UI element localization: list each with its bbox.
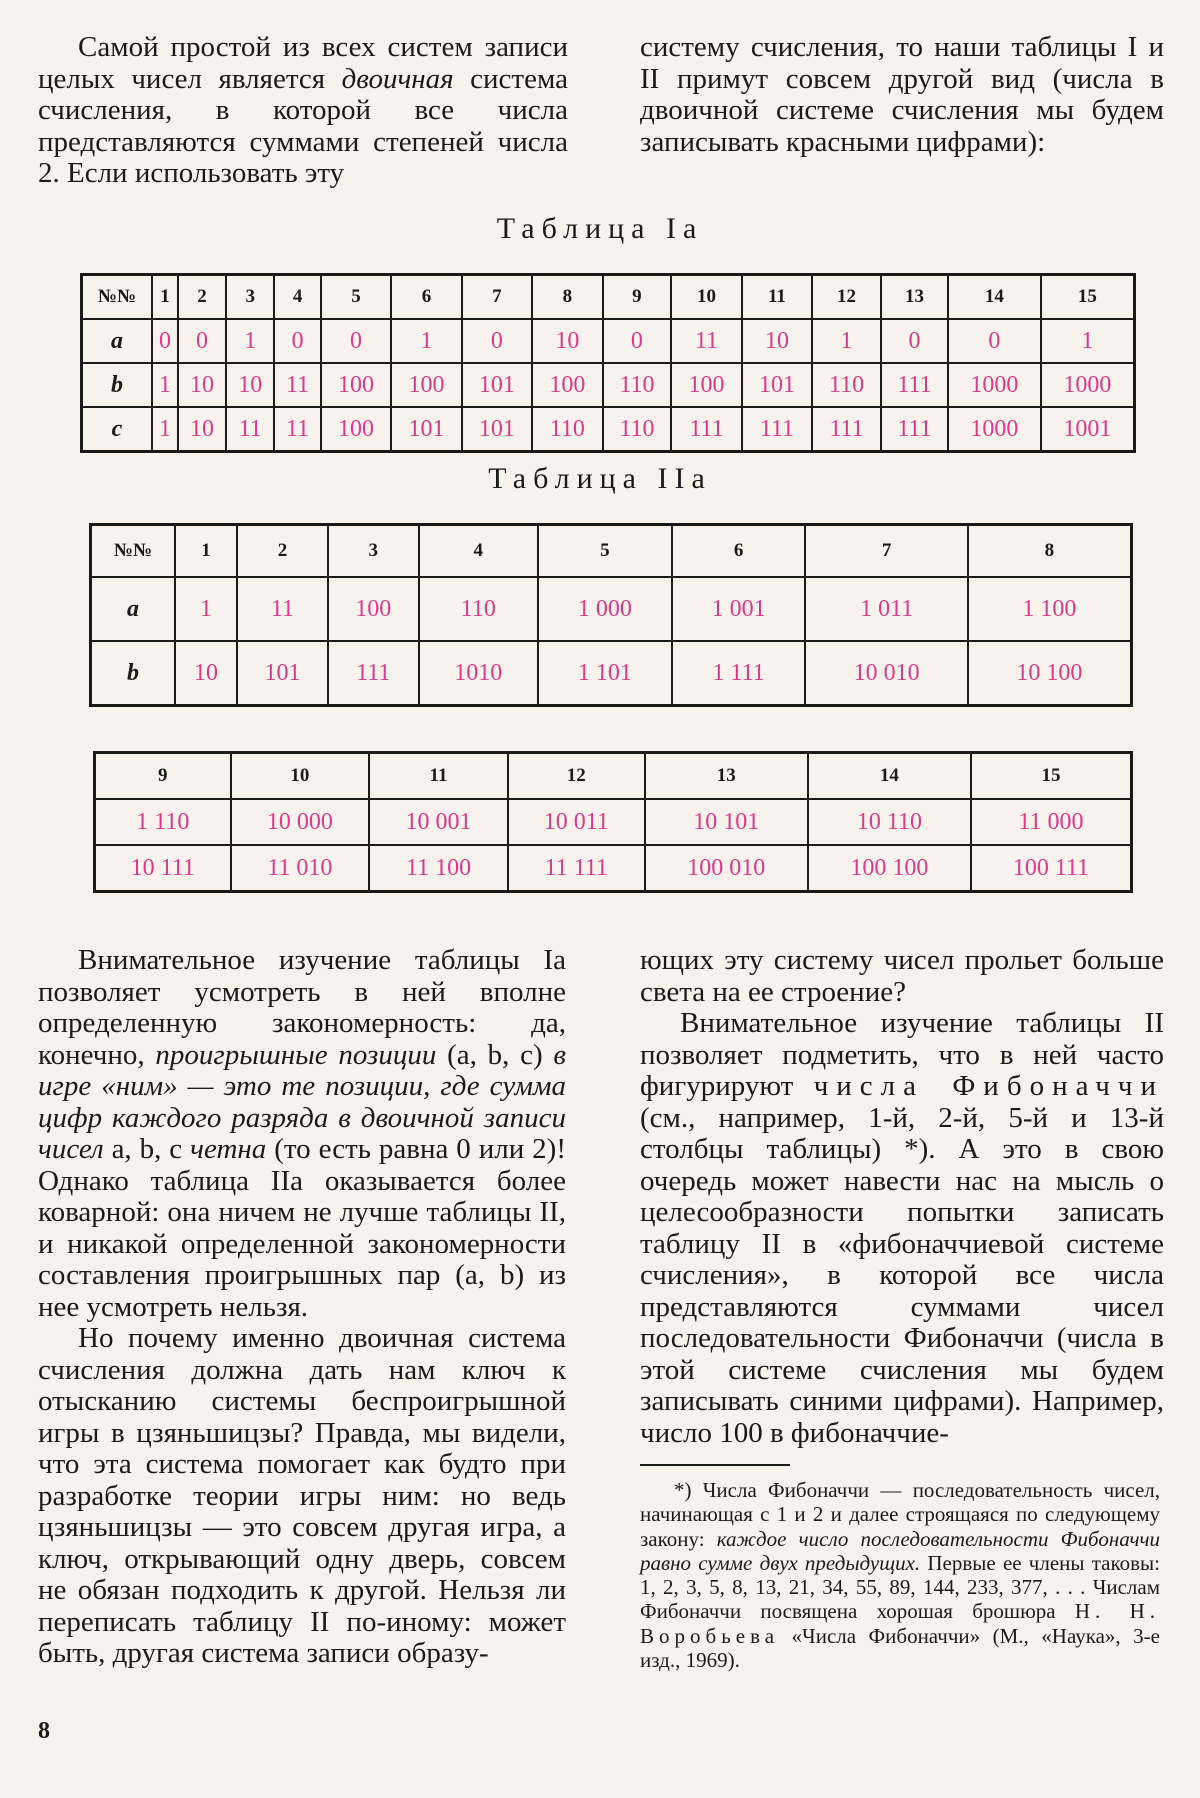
table-1a-cell: 1 [812, 319, 881, 363]
text-run: (см., например, 1-й, 2-й, 5-й и 13-й столбцы таблицы) *). А это в свою очередь может навести нас на мысль о целесообразности попытки записать таблицу II в «фибоначчиевой системе счисления», в которой все числа представляются суммами чисел последовательности Фибоначчи (числа в этой системе счисления мы будем записывать синими цифрами). Например, число 100 в фибоначчие- [640, 1101, 1164, 1449]
table-2a-col-header: 9 [95, 753, 231, 800]
table-2a-row-label: a [91, 577, 176, 641]
table-1a-cell: 10 [178, 407, 226, 452]
table-1a-cell: 111 [671, 407, 741, 452]
table-1a-cell: 1000 [948, 363, 1041, 407]
table-1a-col-header: 9 [603, 275, 672, 320]
table-1a-cell: 0 [178, 319, 226, 363]
table-1a-cell: 1 [391, 319, 461, 363]
table-1a-cell: 100 [532, 363, 602, 407]
col1-top-text3: система счисления, в которой все числа представляются суммами степеней числа 2. Если использовать эту [38, 62, 568, 189]
table-1a-col-header: 8 [532, 275, 602, 320]
table-1a-cell: 110 [532, 407, 602, 452]
footnote [640, 1478, 1160, 1672]
table-2a-col-header: 4 [419, 525, 538, 578]
table-2a-cell: 10 000 [231, 799, 370, 845]
text-run-italic: четна [190, 1133, 267, 1165]
table-1a-cell: 1 [226, 319, 274, 363]
table-2a-col-header: 14 [808, 753, 971, 800]
table-2a-cell: 11 100 [369, 845, 508, 892]
table-1a-cell: 111 [881, 407, 948, 452]
table-1a-cell: 10 [532, 319, 602, 363]
table-2a-cell: 100 [328, 577, 419, 641]
table-1a-cell: 0 [948, 319, 1041, 363]
table-2a-col-header: 8 [968, 525, 1132, 578]
table-2a-col-header: 6 [672, 525, 806, 578]
table-1a-cell: 0 [274, 319, 321, 363]
col1-bottom-paragraph-2: Но почему именно двоичная система счисления должна дать нам ключ к отысканию системы беспроигрышной игры в цзяньшицзы? Правда, мы видели, что эта система помогает как будто при разработке теории игры ним: но ведь цзяньшицзы — это совсем другая игра, а ключ, открывающий одну дверь, совсем не обязан подходить к другой. Нельзя ли переписать таблицу II по-иному: может быть, другая система записи образу- [38, 1322, 566, 1669]
table-1a-cell: 11 [226, 407, 274, 452]
col2-bottom-paragraph-1: ющих эту систему чисел прольет больше света на ее строение? [640, 944, 1164, 1008]
table-1a-col-header: 12 [812, 275, 881, 320]
table-2a-cell: 1 101 [538, 641, 672, 706]
table-2a-col-header: 1 [175, 525, 237, 578]
table-1a-cell: 111 [812, 407, 881, 452]
table-1a-cell: 1000 [1041, 363, 1135, 407]
table-1a-cell: 100 [321, 363, 391, 407]
col1-bottom [38, 945, 566, 1670]
text-run-italic: проигрышные позиции [155, 1038, 437, 1071]
text-run: (a, b, c) [436, 1038, 554, 1071]
text-run-spaced: Н. Н. Воробьева [640, 1599, 1160, 1648]
col2-bottom [640, 945, 1164, 1449]
table-2a-cell: 110 [419, 577, 538, 641]
table-2a-col-header: 15 [971, 753, 1132, 800]
table-1a-col-header: 2 [178, 275, 226, 320]
table-2a-cell: 1 000 [538, 577, 672, 641]
text-run-spaced: числа Фибоначчи [813, 1070, 1164, 1102]
table-1a-cell: 101 [391, 407, 461, 452]
table-1a-cell: 10 [742, 319, 812, 363]
table-1a-cell: 11 [274, 407, 321, 452]
col1-top-emph: двоичная [341, 62, 454, 95]
table-1a-cell: 100 [391, 363, 461, 407]
table-2a-cell: 11 111 [508, 845, 645, 892]
text-run-italic: каждое число последовательности Фибоначчи равно сумме двух предыдущих. [640, 1526, 1160, 1575]
table-2a-cell: 10 001 [369, 799, 508, 845]
table-2a-cell: 1 111 [672, 641, 806, 706]
table-2a-title: Таблица IIa [488, 462, 712, 495]
table-2a-col-header: 12 [508, 753, 645, 800]
table-1a-cell: 111 [742, 407, 812, 452]
table-2a-header-label: №№ [91, 525, 176, 578]
text-run: Первые ее члены таковы: 1, 2, 3, 5, 8, 13, 21, 34, 55, 89, 144, 233, 377, . . . Числам Фибоначчи посвящена хорошая брошюра [640, 1550, 1160, 1624]
table-1a-row-label: b [82, 363, 153, 407]
table-2a-cell: 10 010 [805, 641, 967, 706]
table-2a-cell: 100 010 [645, 845, 808, 892]
table-1a-cell: 0 [603, 319, 672, 363]
table-1a-cell: 110 [603, 407, 672, 452]
table-1a-col-header: 13 [881, 275, 948, 320]
table-1a-col-header: 11 [742, 275, 812, 320]
text-run-italic: в игре «ним» — это те позиции, где сумма цифр каждого разряда в двоичной записи чисел [38, 1038, 567, 1165]
text-run: «Числа Фибоначчи» (М., «Наука», 3-е изд., 1969). [640, 1623, 1160, 1673]
table-1a-cell: 10 [178, 363, 226, 407]
table-2a-part-1 [89, 523, 1133, 707]
text-run: (то есть равна 0 или 2)! Однако таблица IIa оказывается более коварной: она ничем не лучше таблицы II, и никакой определенной закономерности составления проигрышных пар (a, b) из нее усмотреть нельзя. [38, 1133, 566, 1323]
table-1a-cell: 1 [152, 407, 178, 452]
table-1a-row-label: c [111, 415, 123, 442]
table-1a-cell: 0 [321, 319, 391, 363]
col2-top-paragraph [640, 32, 1164, 158]
table-2a-cell: 1 110 [95, 799, 231, 845]
table-1a-title: Таблица Ia [496, 212, 704, 245]
table-2a-col-header: 10 [231, 753, 370, 800]
table-1a-cell: 1000 [948, 407, 1041, 452]
table-1a-col-header: 4 [274, 275, 321, 320]
table-1a-col-header: 1 [152, 275, 178, 320]
table-1a-cell: 1001 [1041, 407, 1135, 452]
table-2a-cell: 10 100 [968, 641, 1132, 706]
table-2a-cell: 100 100 [808, 845, 971, 892]
table-2a-cell: 10 [175, 641, 237, 706]
table-2a-cell: 1 001 [672, 577, 806, 641]
table-2a-cell: 10 111 [130, 854, 195, 881]
table-1a [80, 273, 1136, 453]
table-1a-cell: 111 [881, 363, 948, 407]
table-2a-cell: 100 111 [971, 845, 1132, 892]
table-2a-col-header: 3 [328, 525, 419, 578]
table-2a-col-header: 2 [237, 525, 328, 578]
table-1a-cell: 0 [152, 319, 178, 363]
col1-top-paragraph [38, 32, 568, 190]
text-run: Внимательное изучение таблицы II позволяет подметить, что в ней часто фигурируют [640, 1007, 1164, 1102]
table-2a-row-label: b [127, 659, 139, 686]
col2-top-text: систему счисления, то наши таблицы I и II примут совсем другой вид (числа в двоичной системе счисления мы будем записывать красными цифрами): [640, 31, 1164, 158]
table-2a-cell: 111 [328, 641, 419, 706]
table-2a-part-2 [93, 751, 1133, 893]
table-2a-cell: 11 000 [971, 799, 1132, 845]
table-2a-cell: 10 101 [645, 799, 808, 845]
table-1a-col-header: 10 [671, 275, 741, 320]
table-2a-col-header: 5 [538, 525, 672, 578]
page-number: 8 [38, 1718, 50, 1744]
table-1a-cell: 0 [462, 319, 532, 363]
table-1a-cell: 100 [671, 363, 741, 407]
table-2a-col-header: 7 [805, 525, 967, 578]
text-run: a, b, c [103, 1133, 191, 1165]
table-1a-cell: 1 [152, 363, 178, 407]
col2-bottom-paragraph-2 [640, 1008, 1164, 1449]
text-run: *) Числа Фибоначчи — последовательность чисел, начинающая с 1 и 2 и далее строящаяся по следующему закону: [640, 1478, 1160, 1551]
table-1a-col-header: 5 [321, 275, 391, 320]
table-1a-cell: 110 [603, 363, 672, 407]
table-1a-col-header: 7 [462, 275, 532, 320]
table-1a-cell: 0 [881, 319, 948, 363]
table-2a-col-header: 11 [369, 753, 508, 800]
table-2a-col-header: 13 [645, 753, 808, 800]
table-1a-col-header: 14 [948, 275, 1041, 320]
table-1a-cell: 11 [671, 319, 741, 363]
table-2a-cell: 1010 [419, 641, 538, 706]
table-2a-cell: 10 110 [808, 799, 971, 845]
table-1a-col-header: 6 [391, 275, 461, 320]
table-1a-row-label: a [82, 319, 153, 363]
text-run: Внимательное изучение таблицы Ia позволяет усмотреть в ней вполне определенную закономерность: да, конечно, [38, 944, 566, 1071]
table-1a-col-header: 15 [1041, 275, 1135, 320]
table-1a-header-label: №№ [82, 275, 153, 320]
table-2a-cell: 11 [237, 577, 328, 641]
table-2a-cell: 10 011 [508, 799, 645, 845]
table-2a-cell: 1 011 [805, 577, 967, 641]
col1-top-text1: Самой простой из всех систем записи целых чисел является [38, 31, 568, 95]
col1-bottom-paragraph-1 [38, 945, 566, 1323]
table-1a-cell: 11 [274, 363, 321, 407]
table-1a-cell: 101 [742, 363, 812, 407]
table-2a-cell: 1 [175, 577, 237, 641]
table-1a-cell: 10 [226, 363, 274, 407]
table-1a-cell: 101 [462, 407, 532, 452]
table-1a-cell: 110 [812, 363, 881, 407]
table-2a-cell: 11 010 [231, 845, 370, 892]
table-1a-cell: 1 [1041, 319, 1135, 363]
table-1a-cell: 101 [462, 363, 532, 407]
table-1a-col-header: 3 [226, 275, 274, 320]
footnote-divider [640, 1464, 790, 1466]
table-2a-cell: 1 100 [968, 577, 1132, 641]
table-2a-cell: 101 [237, 641, 328, 706]
table-1a-cell: 100 [321, 407, 391, 452]
